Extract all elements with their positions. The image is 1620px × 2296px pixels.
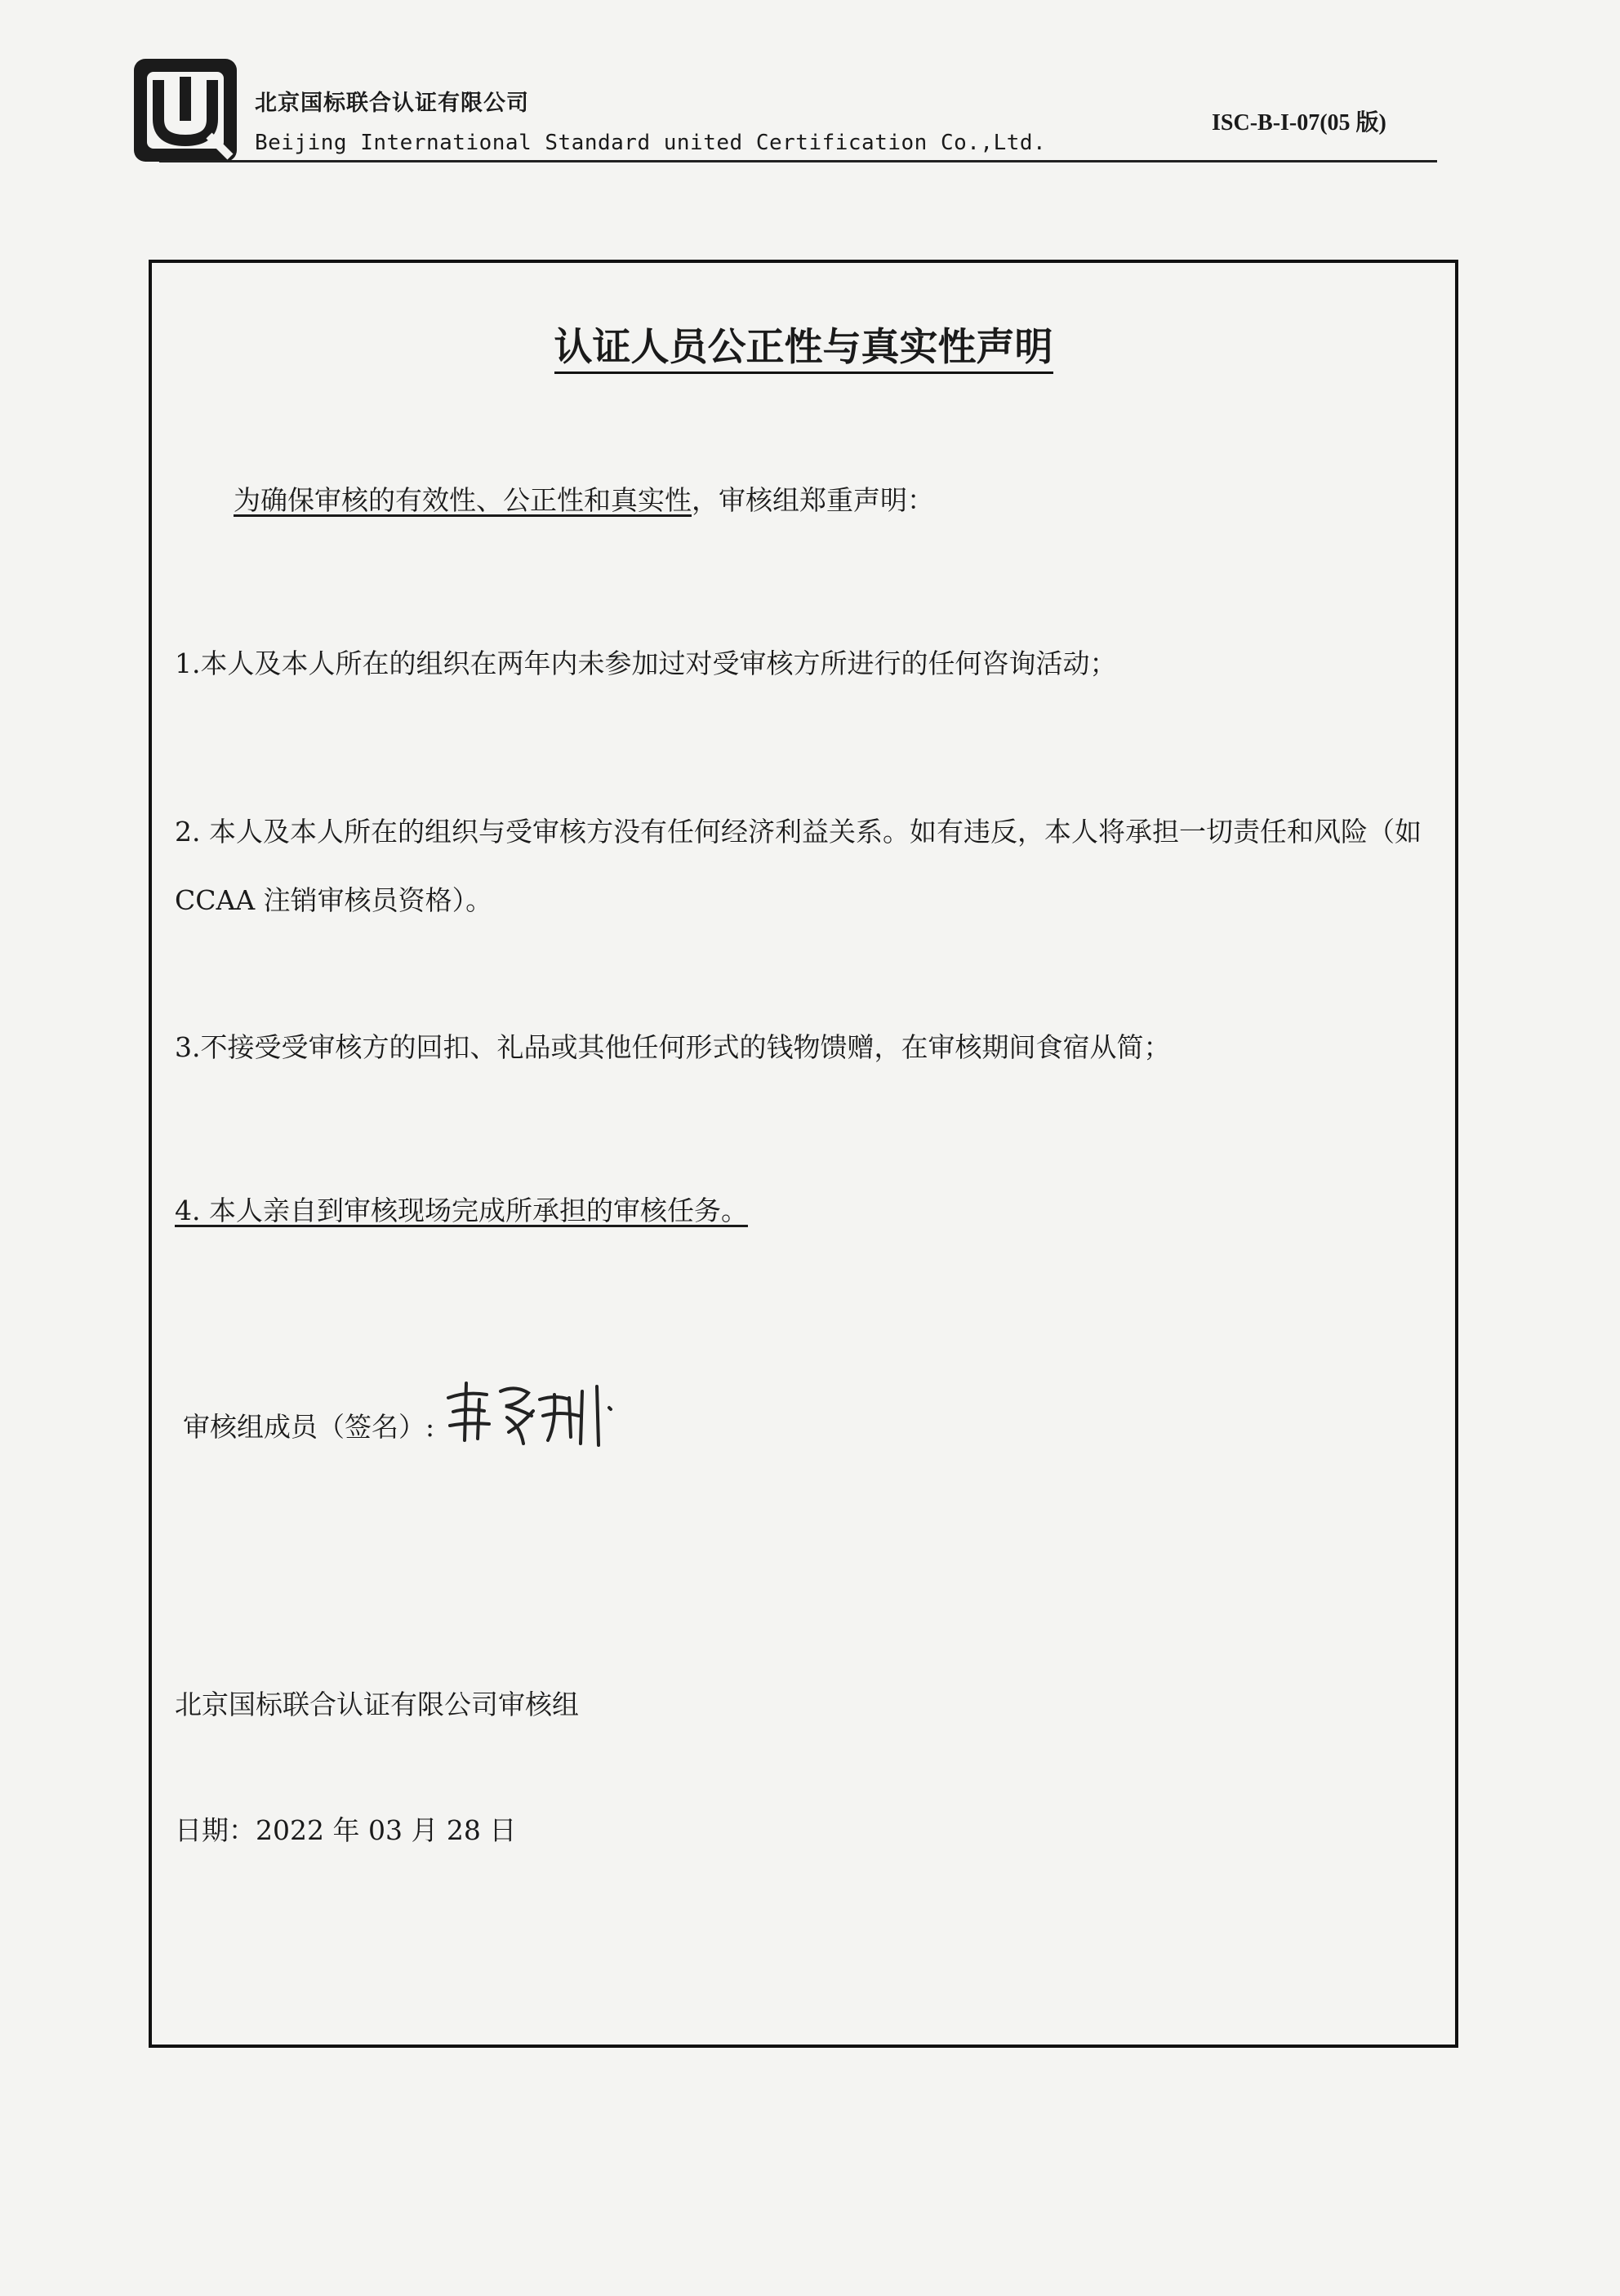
document-header [0, 0, 1620, 171]
audit-team-organization: 北京国标联合认证有限公司审核组 [175, 1689, 579, 1720]
handwritten-signature [442, 1375, 630, 1448]
document-code: ISC-B-I-07(05 版) [1212, 110, 1386, 136]
intro-underlined: 为确保审核的有效性、公正性和真实性 [234, 484, 692, 516]
clause-2: 2. 本人及本人所在的组织与受审核方没有任何经济利益关系。如有违反，本人将承担一切责任和风险（如 CCAA 注销审核员资格）。 [175, 816, 1422, 916]
declaration-frame [149, 260, 1458, 2048]
clause-3: 3.不接受受审核方的回扣、礼品或其他任何形式的钱物馈赠，在审核期间食宿从简； [175, 1031, 1171, 1063]
declaration-date: 日期：2022 年 03 月 28 日 [175, 1814, 517, 1846]
intro-rest: ，审核组郑重声明： [692, 484, 934, 516]
intro-paragraph [234, 479, 934, 523]
company-logo [131, 56, 240, 165]
clause-1: 1.本人及本人所在的组织在两年内未参加过对受审核方所进行的任何咨询活动； [175, 647, 1117, 679]
clause-4: 4. 本人亲自到审核现场完成所承担的审核任务。 [175, 1195, 748, 1226]
declaration-title: 认证人员公正性与真实性声明 [152, 317, 1455, 372]
member-signature-label: 审核组成员（签名）: [183, 1411, 435, 1443]
company-name-en: Beijing International Standard united Certification Co.,Ltd. [255, 131, 1047, 155]
company-name-cn: 北京国标联合认证有限公司 [255, 91, 529, 116]
header-divider [159, 160, 1437, 162]
